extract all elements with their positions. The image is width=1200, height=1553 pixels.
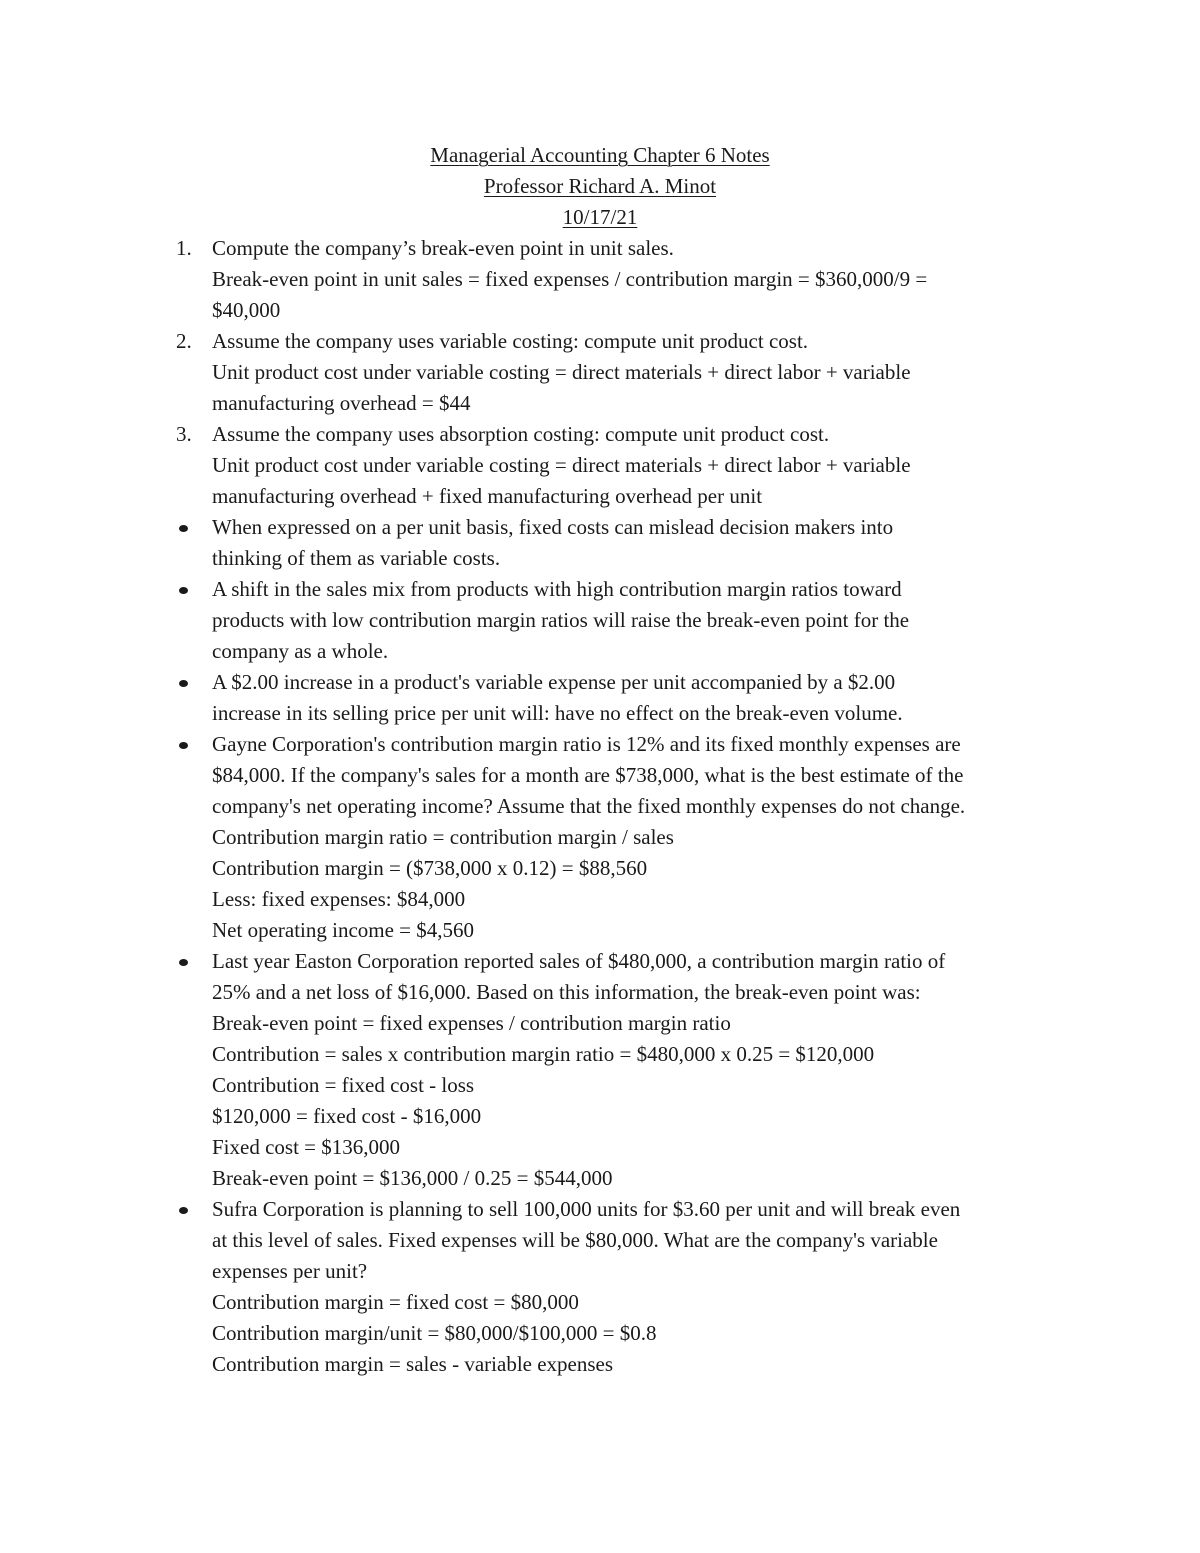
item-line: Contribution = fixed cost - loss	[212, 1073, 475, 1097]
professor-line	[0, 171, 1200, 202]
item-line: Contribution margin = fixed cost = $80,000	[212, 1290, 579, 1314]
item-line: Gayne Corporation's contribution margin ratio is 12% and its fixed monthly expenses are	[212, 732, 961, 756]
item-line: Break-even point in unit sales = fixed expenses / contribution margin = $360,000/9 =	[212, 267, 928, 291]
item-line: Compute the company’s break-even point in unit sales.	[212, 236, 674, 260]
item-line: company as a whole.	[212, 639, 389, 663]
item-line: Less: fixed expenses: $84,000	[212, 887, 466, 911]
item-line: Break-even point = $136,000 / 0.25 = $544,000	[212, 1166, 613, 1190]
item-line: Unit product cost under variable costing = direct materials + direct labor + variable	[212, 360, 911, 384]
item-line: Contribution margin = ($738,000 x 0.12) = $88,560	[212, 856, 648, 880]
item-line: products with low contribution margin ratios will raise the break-even point for the	[212, 608, 910, 632]
item-number: 1.	[176, 236, 192, 260]
bullet-dot-icon	[179, 680, 188, 687]
item-line: expenses per unit?	[212, 1259, 368, 1283]
item-line: at this level of sales. Fixed expenses will be $80,000. What are the company's variable	[212, 1228, 938, 1252]
item-number: 3.	[176, 422, 192, 446]
bullet-dot-icon	[179, 1207, 188, 1214]
item-line: manufacturing overhead + fixed manufacturing overhead per unit	[212, 484, 763, 508]
item-line: A $2.00 increase in a product's variable expense per unit accompanied by a $2.00	[212, 670, 896, 694]
item-line: Fixed cost = $136,000	[212, 1135, 401, 1159]
item-line: thinking of them as variable costs.	[212, 546, 501, 570]
bullet-item-3	[0, 667, 1200, 729]
professor-name: Professor Richard A. Minot	[483, 174, 717, 198]
item-line: Contribution = sales x contribution margin ratio = $480,000 x 0.25 = $120,000	[212, 1042, 875, 1066]
date-line	[0, 202, 1200, 233]
notes-list	[0, 233, 1200, 1380]
item-line: Unit product cost under variable costing = direct materials + direct labor + variable	[212, 453, 911, 477]
item-line: 25% and a net loss of $16,000. Based on this information, the break-even point was:	[212, 980, 921, 1004]
item-line: Last year Easton Corporation reported sales of $480,000, a contribution margin ratio of	[212, 949, 946, 973]
document-date: 10/17/21	[562, 205, 638, 229]
item-line: Break-even point = fixed expenses / contribution margin ratio	[212, 1011, 731, 1035]
item-line: increase in its selling price per unit will: have no effect on the break-even volume.	[212, 701, 903, 725]
numbered-item-1	[0, 233, 1200, 326]
item-line: Net operating income = $4,560	[212, 918, 475, 942]
item-line: $40,000	[212, 298, 281, 322]
item-line: When expressed on a per unit basis, fixed costs can mislead decision makers into	[212, 515, 894, 539]
bullet-dot-icon	[179, 742, 188, 749]
item-line: Contribution margin/unit = $80,000/$100,000 = $0.8	[212, 1321, 657, 1345]
item-line: $84,000. If the company's sales for a month are $738,000, what is the best estimate of the	[212, 763, 964, 787]
item-number: 2.	[176, 329, 192, 353]
document-title: Managerial Accounting Chapter 6 Notes	[430, 143, 770, 167]
bullet-item-4	[0, 729, 1200, 946]
item-line: Contribution margin ratio = contribution margin / sales	[212, 825, 674, 849]
bullet-dot-icon	[179, 587, 188, 594]
bullet-item-1	[0, 512, 1200, 574]
numbered-item-2	[0, 326, 1200, 419]
numbered-item-3	[0, 419, 1200, 512]
item-line: company's net operating income? Assume that the fixed monthly expenses do not change.	[212, 794, 966, 818]
bullet-dot-icon	[179, 525, 188, 532]
item-line: Sufra Corporation is planning to sell 100,000 units for $3.60 per unit and will break even	[212, 1197, 961, 1221]
bullet-item-5	[0, 946, 1200, 1194]
document-header	[0, 140, 1200, 233]
document-title-line	[0, 140, 1200, 171]
bullet-item-6	[0, 1194, 1200, 1380]
item-line: manufacturing overhead = $44	[212, 391, 471, 415]
item-line: Assume the company uses absorption costing: compute unit product cost.	[212, 422, 830, 446]
item-line: Contribution margin = sales - variable expenses	[212, 1352, 614, 1376]
item-line: $120,000 = fixed cost - $16,000	[212, 1104, 482, 1128]
item-line: A shift in the sales mix from products with high contribution margin ratios toward	[212, 577, 902, 601]
bullet-dot-icon	[179, 959, 188, 966]
bullet-item-2	[0, 574, 1200, 667]
item-line: Assume the company uses variable costing: compute unit product cost.	[212, 329, 809, 353]
